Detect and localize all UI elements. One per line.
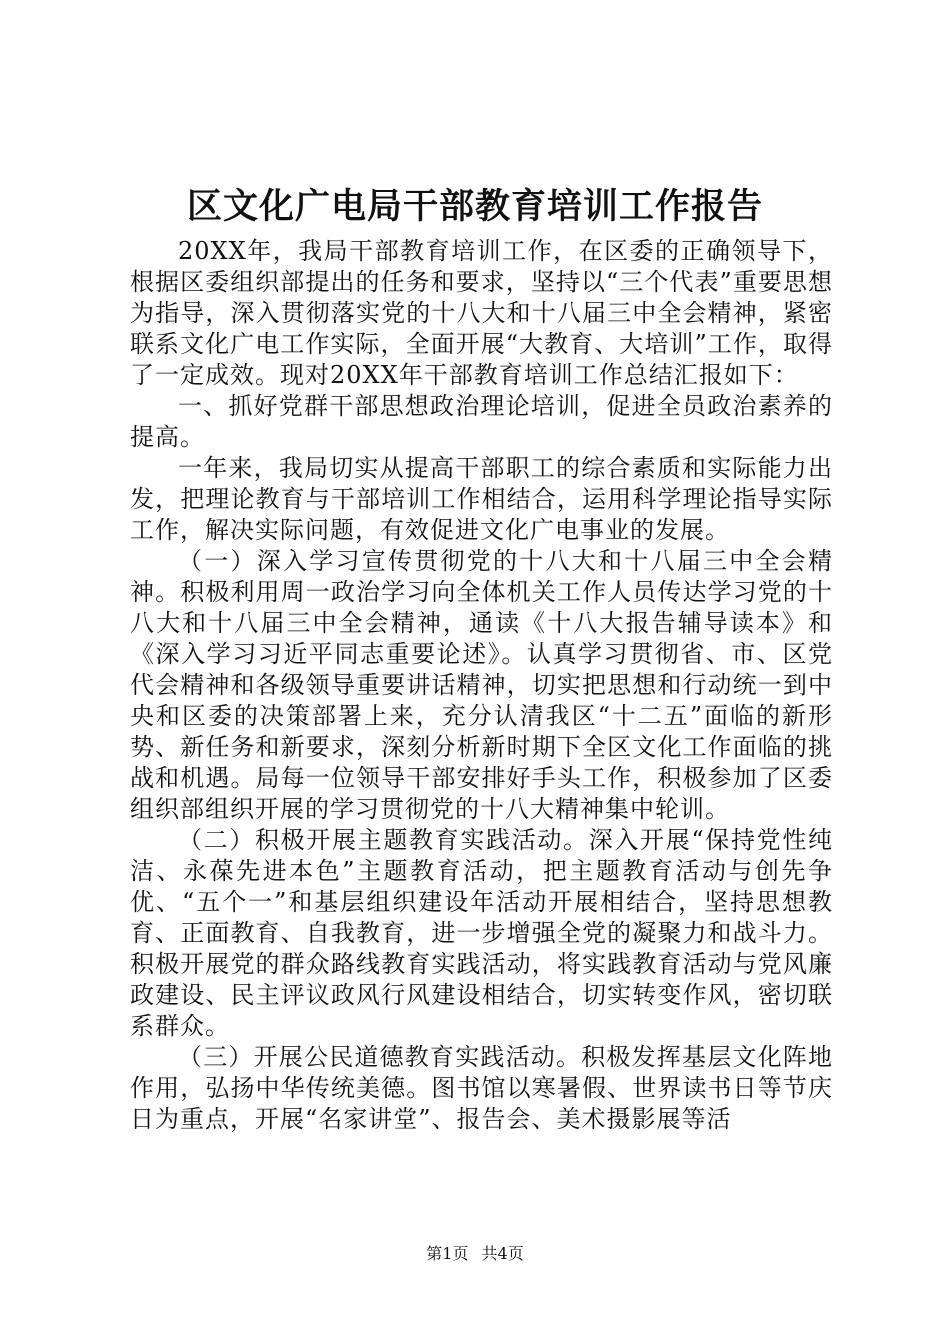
paragraph: 一年来，我局切实从提高干部职工的综合素质和实际能力出发，把理论教育与干部培训工作相结合，运用科学理论指导实际工作，解决实际问题，有效促进文化广电事业的发展。 <box>130 454 833 544</box>
section-heading: 一、抓好党群干部思想政治理论培训，促进全员政治素养的提高。 <box>130 392 833 451</box>
page-number: 第1页 <box>426 1244 469 1263</box>
paragraph: （三）开展公民道德教育实践活动。积极发挥基层文化阵地作用，弘扬中华传统美德。图书馆以寒暑假、世界读书日等节庆日为重点，开展“名家讲堂”、报告会、美术摄影展等活 <box>130 1043 833 1133</box>
page-footer <box>0 1243 950 1265</box>
document-title: 区文化广电局干部教育培训工作报告 <box>186 186 763 227</box>
page-total: 共4页 <box>481 1244 524 1263</box>
paragraph: （二）积极开展主题教育实践活动。深入开展“保持党性纯洁、永葆先进本色”主题教育活动，把主题教育活动与创先争优、“五个一”和基层组织建设年活动开展相结合，坚持思想教育、正面教育、自我教育，进一步增强全党的凝聚力和战斗力。积极开展党的群众路线教育实践活动，将实践教育活动与党风廉政建设、民主评议政风行风建设相结合，切实转变作风，密切联系群众。 <box>130 826 833 1040</box>
paragraph: 20XX年，我局干部教育培训工作，在区委的正确领导下，根据区委组织部提出的任务和要求，坚持以“三个代表”重要思想为指导，深入贯彻落实党的十八大和十八届三中全会精神，紧密联系文化广电工作实际，全面开展“大教育、大培训”工作，取得了一定成效。现对20XX年干部教育培训工作总结汇报如下： <box>130 237 833 389</box>
paragraph: （一）深入学习宣传贯彻党的十八大和十八届三中全会精神。积极利用周一政治学习向全体机关工作人员传达学习党的十八大和十八届三中全会精神，通读《十八大报告辅导读本》和《深入学习习近平同志重要论述》。认真学习贯彻省、市、区党代会精神和各级领导重要讲话精神，切实把思想和行动统一到中央和区委的决策部署上来，充分认清我区“十二五”面临的新形势、新任务和新要求，深刻分析新时期下全区文化工作面临的挑战和机遇。局每一位领导干部安排好手头工作，积极参加了区委组织部组织开展的学习贯彻党的十八大精神集中轮训。 <box>130 547 833 823</box>
document-body <box>130 236 833 1135</box>
